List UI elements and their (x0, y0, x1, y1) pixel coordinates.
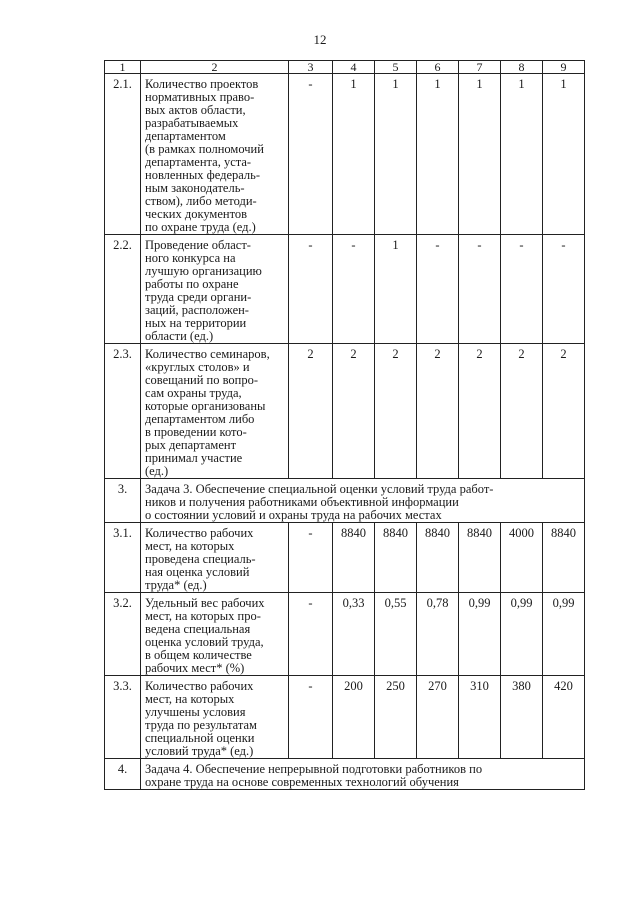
row-number: 3.2. (105, 593, 141, 676)
description-line: ством), либо методи- (145, 194, 257, 208)
indicator-value: 250 (375, 676, 417, 759)
indicator-value: - (289, 676, 333, 759)
description-line: вых актов области, (145, 103, 246, 117)
col-header: 9 (543, 61, 585, 74)
description-line: нормативных право- (145, 90, 255, 104)
task-line: охране труда на основе современных технологий обучения (145, 775, 459, 789)
indicator-value: - (417, 235, 459, 344)
description-line: Количество рабочих (145, 679, 254, 693)
indicator-value: 1 (459, 74, 501, 235)
description-line: (в рамках полномочий (145, 142, 264, 156)
task-description (141, 759, 585, 790)
indicator-value: 0,99 (459, 593, 501, 676)
description-line: Удельный вес рабочих (145, 596, 265, 610)
description-line: труда* (ед.) (145, 578, 207, 592)
indicator-value: 8840 (333, 523, 375, 593)
description-line: ных на территории (145, 316, 247, 330)
description-line: принимал участие (145, 451, 243, 465)
description-line: работы по охране (145, 277, 239, 291)
row-number: 2.2. (105, 235, 141, 344)
description-line: которые организованы (145, 399, 266, 413)
description-line: оценка условий труда, (145, 635, 264, 649)
indicator-description (141, 344, 289, 479)
indicator-value: 2 (289, 344, 333, 479)
description-line: труда по результатам (145, 718, 257, 732)
column-number-header (105, 61, 585, 74)
task-line: о состоянии условий и охраны труда на рабочих местах (145, 508, 442, 522)
row-number: 3.1. (105, 523, 141, 593)
description-line: сам охраны труда, (145, 386, 242, 400)
indicator-description (141, 74, 289, 235)
description-line: проведена специаль- (145, 552, 256, 566)
description-line: Количество проектов (145, 77, 259, 91)
description-line: заций, расположен- (145, 303, 249, 317)
indicator-value: 0,99 (501, 593, 543, 676)
col-header: 4 (333, 61, 375, 74)
indicator-description (141, 676, 289, 759)
col-header: 2 (141, 61, 289, 74)
indicator-value: 0,99 (543, 593, 585, 676)
indicator-value: 2 (459, 344, 501, 479)
indicator-value: 8840 (459, 523, 501, 593)
indicator-value: 380 (501, 676, 543, 759)
indicator-row (105, 523, 585, 593)
description-line: ческих документов (145, 207, 248, 221)
row-number: 3.3. (105, 676, 141, 759)
description-line: в проведении кото- (145, 425, 247, 439)
description-line: ного конкурса на (145, 251, 236, 265)
indicator-value: 1 (417, 74, 459, 235)
description-line: условий труда* (ед.) (145, 744, 254, 758)
description-line: департамента, уста- (145, 155, 252, 169)
indicator-value: 0,33 (333, 593, 375, 676)
description-line: «круглых столов» и (145, 360, 250, 374)
description-line: рабочих мест* (%) (145, 661, 245, 675)
task-line: ников и получения работниками объективной информации (145, 495, 459, 509)
indicator-row (105, 235, 585, 344)
row-number: 2.3. (105, 344, 141, 479)
indicator-value: 200 (333, 676, 375, 759)
indicator-value: - (459, 235, 501, 344)
indicator-description (141, 235, 289, 344)
indicator-value: - (289, 593, 333, 676)
description-line: рых департамент (145, 438, 237, 452)
col-header: 1 (105, 61, 141, 74)
indicator-value: 1 (375, 74, 417, 235)
indicator-value: 1 (375, 235, 417, 344)
indicator-value: 8840 (417, 523, 459, 593)
description-line: мест, на которых (145, 692, 235, 706)
indicator-row (105, 676, 585, 759)
indicator-value: 420 (543, 676, 585, 759)
description-line: лучшую организацию (145, 264, 262, 278)
description-line: мест, на которых про- (145, 609, 261, 623)
description-line: Количество рабочих (145, 526, 254, 540)
indicator-value: 270 (417, 676, 459, 759)
task-row (105, 479, 585, 523)
indicator-value: - (289, 235, 333, 344)
description-line: мест, на которых (145, 539, 235, 553)
indicator-value: 2 (501, 344, 543, 479)
row-number: 3. (105, 479, 141, 523)
indicator-value: 2 (417, 344, 459, 479)
indicator-description (141, 593, 289, 676)
description-line: Количество семинаров, (145, 347, 270, 361)
page-number: 12 (313, 32, 327, 47)
description-line: департаментом (145, 129, 226, 143)
indicator-row (105, 344, 585, 479)
description-line: Проведение област- (145, 238, 251, 252)
description-line: совещаний по вопро- (145, 373, 259, 387)
col-header: 8 (501, 61, 543, 74)
description-line: по охране труда (ед.) (145, 220, 256, 234)
indicator-value: 1 (543, 74, 585, 235)
indicator-value: 2 (333, 344, 375, 479)
indicator-value: 0,78 (417, 593, 459, 676)
indicator-value: - (289, 523, 333, 593)
col-header: 6 (417, 61, 459, 74)
indicator-value: 2 (543, 344, 585, 479)
description-line: труда среди органи- (145, 290, 252, 304)
indicator-value: - (543, 235, 585, 344)
indicator-value: 0,55 (375, 593, 417, 676)
col-header: 3 (289, 61, 333, 74)
indicator-row (105, 593, 585, 676)
row-number: 2.1. (105, 74, 141, 235)
indicator-value: 4000 (501, 523, 543, 593)
col-header: 5 (375, 61, 417, 74)
description-line: области (ед.) (145, 329, 214, 343)
task-line: Задача 3. Обеспечение специальной оценки условий труда работ- (145, 482, 494, 496)
indicators-table (104, 60, 585, 790)
task-row (105, 759, 585, 790)
indicator-value: - (333, 235, 375, 344)
description-line: новленных федераль- (145, 168, 261, 182)
indicator-value: - (289, 74, 333, 235)
indicator-description (141, 523, 289, 593)
description-line: специальной оценки (145, 731, 255, 745)
indicator-value: 2 (375, 344, 417, 479)
indicator-value: 8840 (375, 523, 417, 593)
indicator-value: 1 (501, 74, 543, 235)
indicator-row (105, 74, 585, 235)
description-line: в общем количестве (145, 648, 252, 662)
task-line: Задача 4. Обеспечение непрерывной подготовки работников по (145, 762, 483, 776)
indicator-value: 1 (333, 74, 375, 235)
task-description (141, 479, 585, 523)
description-line: разрабатываемых (145, 116, 239, 130)
description-line: департаментом либо (145, 412, 255, 426)
indicator-value: 8840 (543, 523, 585, 593)
indicator-value: - (501, 235, 543, 344)
description-line: ведена специальная (145, 622, 251, 636)
col-header: 7 (459, 61, 501, 74)
description-line: улучшены условия (145, 705, 246, 719)
description-line: ная оценка условий (145, 565, 250, 579)
description-line: (ед.) (145, 464, 169, 478)
description-line: ным законодатель- (145, 181, 245, 195)
row-number: 4. (105, 759, 141, 790)
indicator-value: 310 (459, 676, 501, 759)
